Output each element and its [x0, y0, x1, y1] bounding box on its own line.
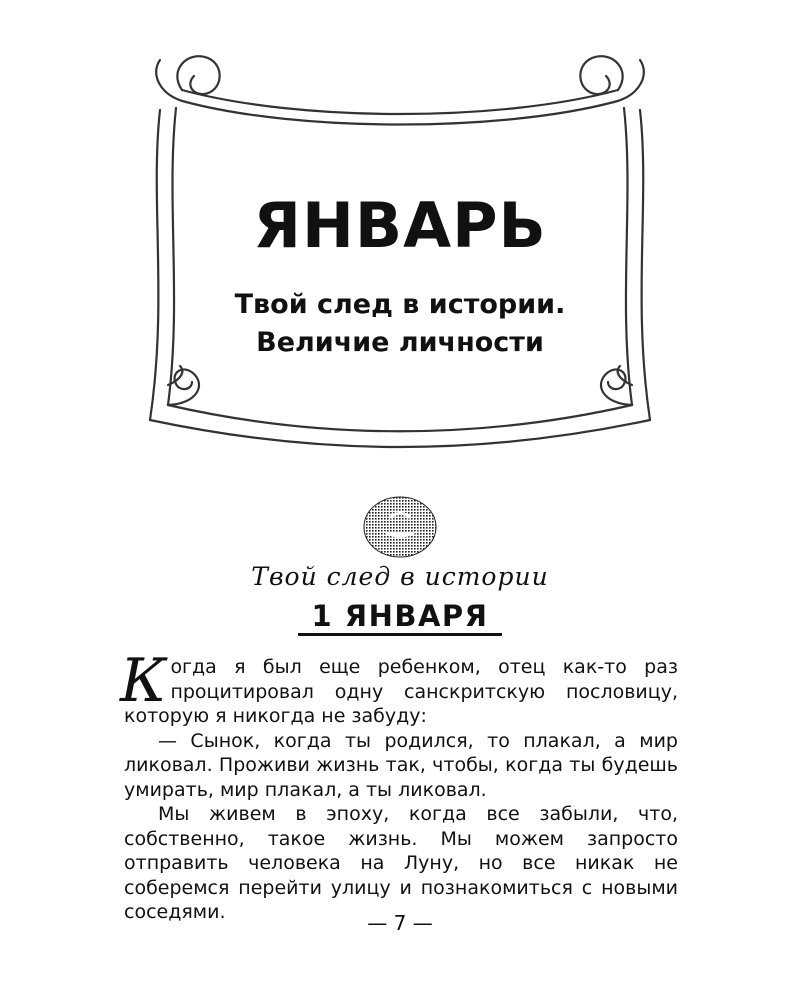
subtitle-line-2: Величие личности [256, 327, 544, 358]
entry-body [120, 646, 678, 925]
subtitle-line-1: Твой след в истории. [234, 289, 566, 320]
engraved-emblem-icon [360, 494, 440, 560]
paragraph-3: Мы живем в эпоху, когда все забыли, что, собственно, такое жизнь. Мы можем запросто отправить человека на Луну, но все никак не соберемся перейти улицу и познакомиться с новыми соседями. [124, 803, 678, 923]
paragraph-2: — Сынок, когда ты родился, то плакал, а мир ликовал. Проживи жизнь так, чтобы, когда ты будешь умирать, мир плакал, а ты ликовал. [124, 729, 678, 801]
section-label: Твой след в истории [251, 562, 549, 591]
page-number: — 7 — [367, 911, 433, 935]
month-subtitle [0, 286, 800, 362]
paragraph-1-text: огда я был еще ребенком, отец как-то раз процитировал одну санскритскую пословицу, которую я никогда не забуду: [124, 656, 678, 727]
paragraph-1 [120, 646, 678, 729]
date-heading: 1 ЯНВАРЯ [311, 599, 489, 633]
month-title: ЯНВАРЬ [253, 189, 547, 262]
date-underline [298, 633, 502, 636]
dropcap-letter: К [120, 646, 167, 716]
